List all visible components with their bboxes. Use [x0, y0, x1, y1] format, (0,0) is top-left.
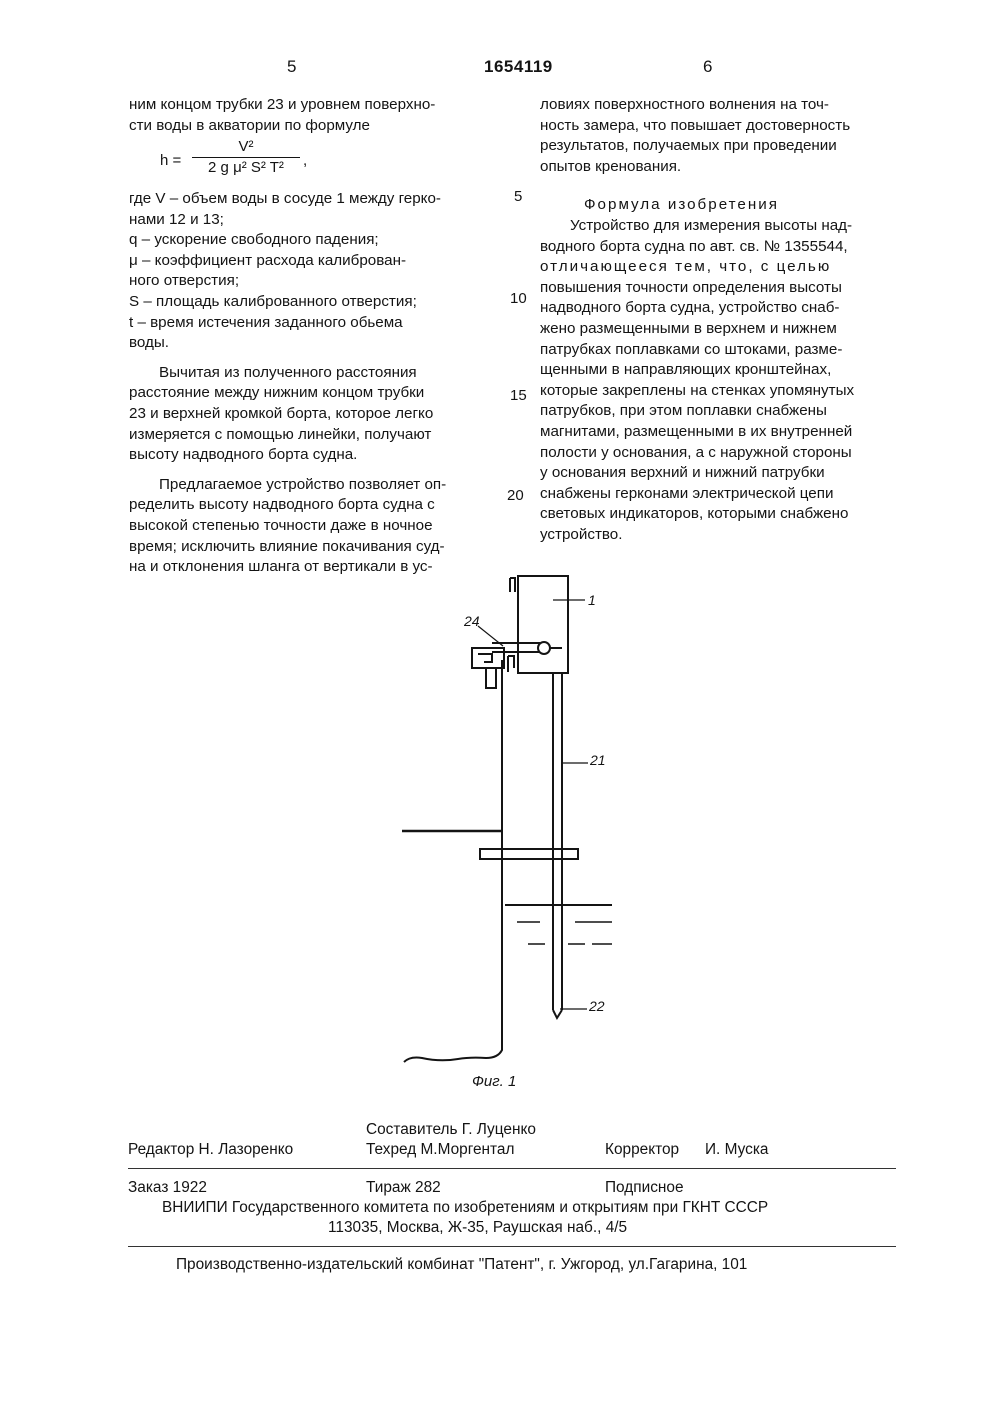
- figure-label-21: 21: [590, 752, 606, 768]
- formula-tail: ,: [303, 152, 308, 169]
- text-line: ного отверстия;: [129, 272, 240, 290]
- tube-tip: [553, 1010, 562, 1018]
- text-line: ловиях поверхностного волнения на точ-: [540, 96, 829, 113]
- text-line: световых индикаторов, которыми снабжено: [540, 505, 849, 523]
- figure-label-24: 24: [464, 613, 480, 629]
- figure-caption: Фиг. 1: [472, 1073, 517, 1090]
- corrector-name: И. Муска: [705, 1141, 769, 1158]
- text-line: полости у основания, а с наружной стороны: [540, 443, 852, 461]
- formula-numerator: V²: [238, 138, 254, 155]
- organization: ВНИИПИ Государственного комитета по изобретениям и открытиям при ГКНТ СССР: [162, 1199, 769, 1216]
- text-line: 23 и верхней кромкой борта, которое легко: [129, 404, 434, 422]
- text-line: которые закреплены на стенках упомянутых: [540, 381, 855, 399]
- corrector-label: Корректор: [605, 1141, 680, 1158]
- subscription: Подписное: [605, 1179, 684, 1196]
- line-number: 10: [510, 290, 527, 307]
- text-line: нами 12 и 13;: [129, 210, 224, 228]
- text-line: ределить высоту надводного борта судна с: [129, 496, 435, 514]
- clamp-hook: [508, 656, 514, 672]
- text-line: устройство.: [540, 525, 623, 543]
- figure-label-22: 22: [589, 998, 605, 1014]
- order: Заказ 1922: [128, 1179, 207, 1196]
- text-line: патрубков, при этом поплавки снабжены: [540, 402, 827, 420]
- text-line: снабжены герконами электрической цепи: [540, 484, 834, 502]
- clamp-jaw: [478, 654, 492, 662]
- circulation: Тираж 282: [366, 1179, 441, 1196]
- text-line: расстояние между нижним концом трубки: [129, 384, 425, 402]
- clamp-weight: [486, 668, 496, 688]
- line-number: 15: [510, 387, 527, 404]
- hull-line: [404, 660, 502, 1062]
- text-line: сти воды в акватории по формуле: [129, 116, 370, 134]
- text-line: измеряется с помощью линейки, получают: [129, 425, 432, 443]
- text-line: S – площадь калиброванного отверстия;: [129, 292, 417, 310]
- text-line: опытов кренования.: [540, 157, 682, 175]
- publisher: Производственно-издательский комбинат "Патент", г. Ужгород, ул.Гагарина, 101: [176, 1256, 748, 1273]
- patent-number: 1654119: [484, 57, 553, 76]
- techred: Техред М.Моргентал: [366, 1141, 515, 1158]
- text-line: жено размещенными в верхнем и нижнем: [540, 319, 837, 337]
- text-line: у основания верхний и нижний патрубки: [540, 464, 825, 482]
- text-line: на и отклонения шланга от вертикали в ус-: [129, 558, 433, 576]
- line-number: 5: [514, 188, 523, 205]
- text-line: μ – коэффициент расхода калиброван-: [129, 251, 407, 269]
- text-line: водного борта судна по авт. св. № 1355544,: [540, 237, 848, 255]
- text-line: магнитами, размещенными в их внутренней: [540, 422, 853, 440]
- text-line: высокой степенью точности даже в ночное: [129, 516, 433, 534]
- text-line: высоту надводного борта судна.: [129, 446, 358, 464]
- text-line: ним концом трубки 23 и уровнем поверхно-: [129, 96, 436, 113]
- vessel-1: [518, 576, 568, 673]
- text-line: ность замера, что повышает достоверность: [540, 116, 851, 134]
- text-line: повышения точности определения высоты: [540, 278, 842, 296]
- leader-24: [478, 626, 503, 646]
- text-line: Вычитая из полученного расстояния: [159, 363, 417, 381]
- line-number: 20: [507, 487, 524, 504]
- compiler: Составитель Г. Луценко: [366, 1121, 536, 1138]
- page-number-left: 5: [287, 57, 297, 76]
- text-line: q – ускорение свободного падения;: [129, 231, 379, 249]
- text-line: Устройство для измерения высоты над-: [570, 216, 853, 234]
- text-line: воды.: [129, 334, 170, 352]
- text-line: результатов, получаемых при проведении: [540, 137, 837, 155]
- text-line: t – время истечения заданного обьема: [129, 313, 403, 331]
- text-line: время; исключить влияние покачивания суд-: [129, 537, 445, 555]
- text-line: где V – объем воды в сосуде 1 между герко-: [129, 190, 441, 207]
- text-line: Предлагаемое устройство позволяет оп-: [159, 475, 447, 493]
- flange: [480, 849, 578, 859]
- top-fitting: [510, 578, 515, 592]
- figure-label-1: 1: [588, 592, 596, 608]
- divider: [128, 1168, 896, 1169]
- divider: [128, 1246, 896, 1247]
- formula-lhs: h =: [160, 152, 182, 169]
- text-line: отличающееся тем, что, с целью: [540, 258, 832, 276]
- editor: Редактор Н. Лазоренко: [128, 1141, 294, 1158]
- claims-heading: Формула изобретения: [584, 196, 779, 214]
- address: 113035, Москва, Ж-35, Раушская наб., 4/5: [328, 1219, 628, 1236]
- page-number-right: 6: [703, 57, 713, 76]
- formula-denominator: 2 g μ² S² T²: [208, 159, 284, 176]
- text-line: надводного борта судна, устройство снаб-: [540, 299, 840, 317]
- text-line: патрубках поплавками со штоками, разме-: [540, 340, 843, 358]
- arm-pivot: [538, 642, 550, 654]
- text-line: щенными в направляющих кронштейнах,: [540, 361, 832, 379]
